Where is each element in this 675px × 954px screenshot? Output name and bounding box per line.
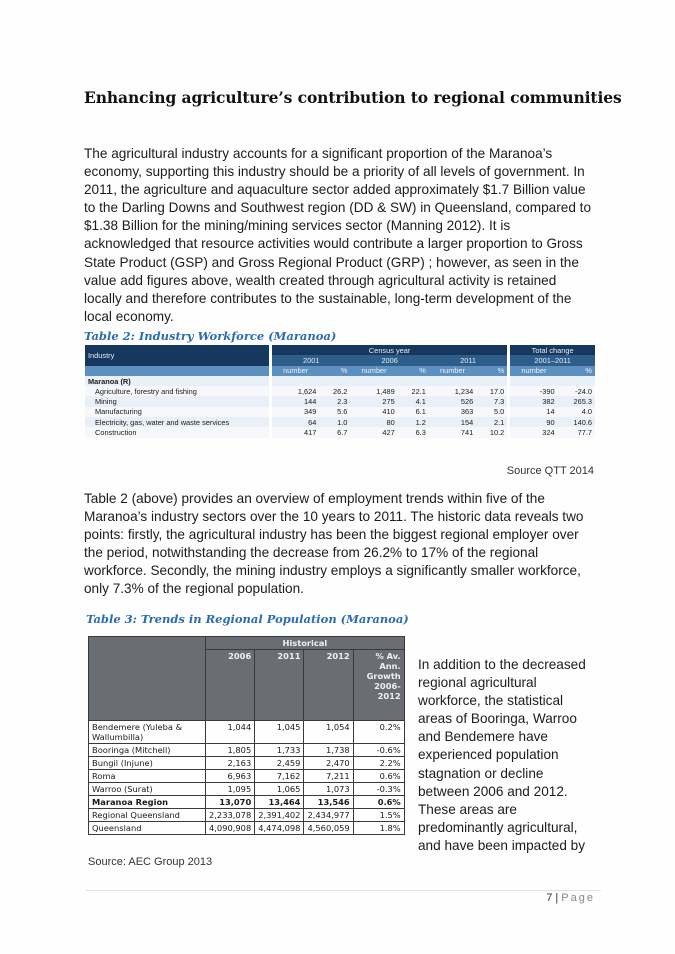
col-area: [89, 637, 206, 721]
table-row: Bendemere (Yuleba & Wallumbilla) 1,044 1,045 1,054 0.2%: [89, 721, 405, 744]
col-growth: % Av. Ann. Growth 2006-2012: [353, 650, 404, 721]
subcol-percent: %: [558, 366, 595, 376]
table3-caption: Table 3: Trends in Regional Population (Maranoa): [86, 612, 409, 626]
table-row: Construction 417 6.7 427 6.3 741 10.2 324 77.7: [85, 427, 595, 437]
col-total-change: Total change: [510, 345, 595, 355]
group-label: Maranoa (R): [85, 376, 269, 386]
table3-source: Source: AEC Group 2013: [88, 856, 213, 868]
subcol-number: number: [510, 366, 557, 376]
table-row: Warroo (Surat) 1,095 1,065 1,073 -0.3%: [89, 783, 405, 796]
section-heading: Enhancing agriculture’s contribution to regional communities: [84, 88, 622, 107]
table-row-total: Maranoa Region 13,070 13,464 13,546 0.6%: [89, 796, 405, 809]
table-row: Agriculture, forestry and fishing 1,624 26.2 1,489 22.1 1,234 17.0 -390 -24.0: [85, 386, 595, 396]
table-row: Bungil (Injune) 2,163 2,459 2,470 2.2%: [89, 757, 405, 770]
col-change-period: 2001–2011: [510, 355, 595, 365]
subcol-percent: %: [398, 366, 429, 376]
page-label: Page: [561, 892, 595, 904]
paragraph-intro: The agricultural industry accounts for a significant proportion of the Maranoa’s economy, supporting this industry should be a priority of all levels of government. In 2011, the agriculture and aquaculture sector added approximately $1.7 Billion value to the Darling Downs and Southwest region (DD & SW) in Queensland, compared to $1.38 Billion for the mining/mining services sector (Manning 2012). It is acknowledged that resource activities would contribute a larger proportion to Gross State Product (GSP) and Gross Regional Product (GRP) ; however, as seen in the value add figures above, wealth created through agricultural activity is retained locally and therefore contributes to the sustainable, long-term development of the local economy.: [84, 146, 591, 324]
table-row: Queensland 4,090,908 4,474,098 4,560,059 1.8%: [89, 822, 405, 835]
subcol-number: number: [429, 366, 476, 376]
table-row: Booringa (Mitchell) 1,805 1,733 1,738 -0.6%: [89, 744, 405, 757]
table2-caption: Table 2: Industry Workforce (Maranoa): [84, 329, 337, 343]
table-row: Manufacturing 349 5.6 410 6.1 363 5.0 14 4.0: [85, 407, 595, 417]
table-row: Regional Queensland 2,233,078 2,391,402 2,434,977 1.5%: [89, 809, 405, 822]
page-number-value: 7: [546, 892, 553, 904]
population-trends-table: [88, 636, 405, 835]
col-historical: Historical: [206, 637, 405, 650]
subcol-number: number: [272, 366, 319, 376]
col-2001: 2001: [272, 355, 350, 365]
col-2006: 2006: [350, 355, 428, 365]
table-row: Mining 144 2.3 275 4.1 526 7.3 382 265.3: [85, 396, 595, 406]
col-census-year: Census year: [272, 345, 507, 355]
page-number: [546, 892, 595, 904]
paragraph-employment-trends: Table 2 (above) provides an overview of employment trends within five of the Maranoa’s industry sectors over the 10 years to 2011. The historic data reveals two points: firstly, the agricultural industry has been the biggest regional employer over the period, notwithstanding the decrease from 26.2% to 17% of the regional workforce. Secondly, the mining industry employs a significantly smaller workforce, only 7.3% of the regional population.: [84, 491, 584, 597]
col-2012: 2012: [304, 650, 353, 721]
table-row: Roma 6,963 7,162 7,211 0.6%: [89, 770, 405, 783]
subcol-number: number: [350, 366, 397, 376]
col-industry: Industry: [85, 345, 269, 366]
table2-source: Source QTT 2014: [506, 465, 594, 477]
subcol-percent: %: [476, 366, 507, 376]
table-row: Electricity, gas, water and waste services 64 1.0 80 1.2 154 2.1 90 140.6: [85, 417, 595, 427]
footer-divider: [86, 890, 601, 891]
subcol-percent: %: [319, 366, 350, 376]
col-2011: 2011: [429, 355, 507, 365]
industry-workforce-table: [85, 345, 595, 438]
col-2011: 2011: [255, 650, 304, 721]
page-separator: |: [555, 892, 559, 904]
col-2006: 2006: [206, 650, 255, 721]
paragraph-population: In addition to the decreased regional agricultural workforce, the statistical areas of Booringa, Warroo and Bendemere have experienced population stagnation or decline between 2006 and 2012. These areas are predominantly agricultural, and have been impacted by: [418, 657, 586, 853]
